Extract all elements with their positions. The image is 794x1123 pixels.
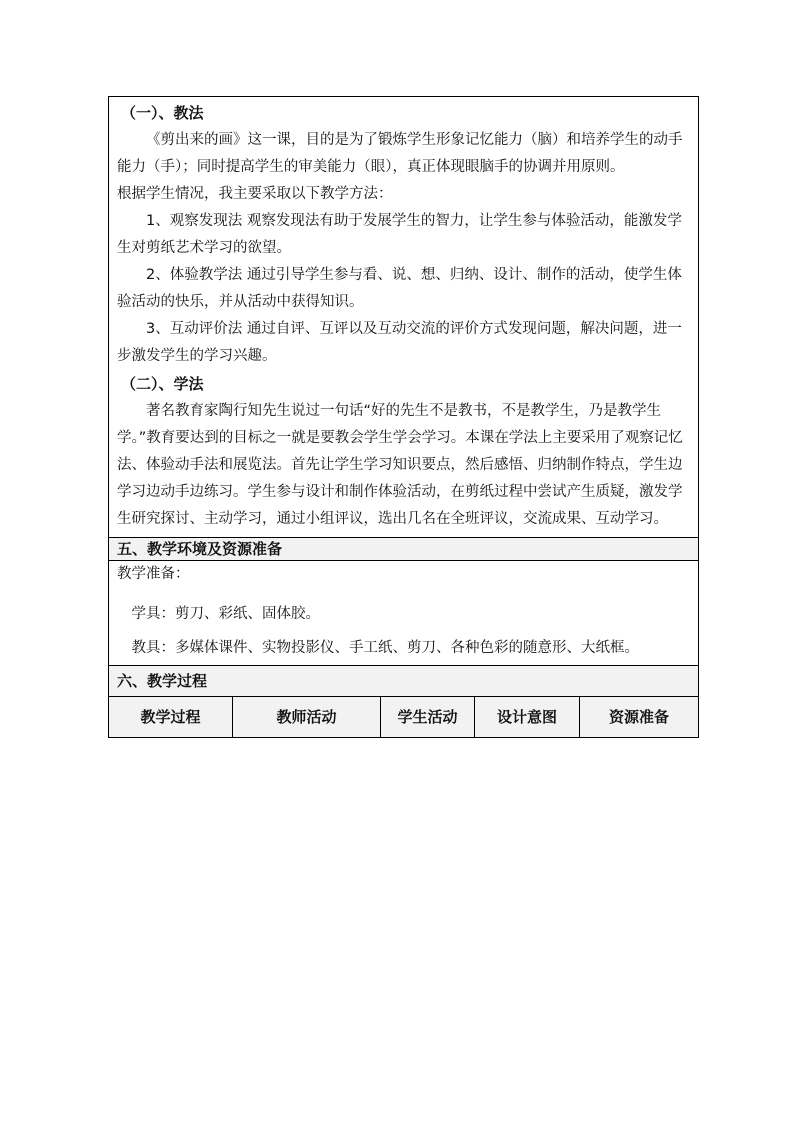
- section5-title-row: [109, 538, 698, 561]
- teaching-method-heading: （一）、教法: [121, 104, 204, 122]
- method-observation: 1、观察发现法 观察发现法有助于发展学生的智力，让学生参与体验活动，能激发学生对剪纸艺术学习的欲望。: [117, 213, 682, 256]
- column-header-student-activity: 学生活动: [381, 697, 475, 737]
- learning-method-body: 著名教育家陶行知先生说过一句话“好的先生不是教书，不是教学生，乃是教学生学。”教育要达到的目标之一就是要教会学生学会学习。本课在学法上主要采用了观察记忆法、体验动手法和展览法。首先让学生学习知识要点，然后感悟、归纳制作特点，学生边学习边动手边练习。学生参与设计和制作体验活动，在剪纸过程中尝试产生质疑，激发学生研究探讨、主动学习，通过小组评议，选出几名在全班评议，交流成果、互动学习。: [117, 403, 683, 527]
- section6-title-row: [109, 666, 698, 697]
- teaching-method-lead: 根据学生情况，我主要采取以下教学方法：: [117, 186, 393, 202]
- student-tools: 学具：剪刀、彩纸、固体胶。: [131, 606, 320, 622]
- methods-block: [109, 97, 698, 538]
- preparation-label: 教学准备：: [117, 566, 190, 582]
- section5-title: 五、教学环境及资源准备: [109, 538, 698, 560]
- method-interactive-evaluation: 3、互动评价法 通过自评、互评以及互动交流的评价方式发现问题，解决问题，进一步激发学生的学习兴趣。: [117, 321, 682, 364]
- teacher-tools: 教具：多媒体课件、实物投影仪、手工纸、剪刀、各种色彩的随意形、大纸框。: [131, 640, 639, 656]
- preparation-content: [109, 561, 698, 665]
- column-header-resources: 资源准备: [608, 708, 669, 726]
- column-header-teacher-activity: 教师活动: [233, 697, 381, 737]
- column-header-design-intent: 设计意图: [475, 697, 580, 737]
- section5-content-row: [109, 561, 698, 666]
- method-experience: 2、体验教学法 通过引导学生参与看、说、想、归纳、设计、制作的活动，使学生体验活动的快乐，并从活动中获得知识。: [117, 267, 682, 310]
- column-header-process: 教学过程: [109, 697, 233, 737]
- methods-content: [109, 97, 698, 537]
- process-table-header: [109, 697, 698, 737]
- process-header-row: [109, 697, 698, 737]
- section6-title: 六、教学过程: [109, 666, 698, 696]
- lesson-plan-table: [108, 96, 699, 738]
- teaching-method-intro: 《剪出来的画》这一课，目的是为了锻炼学生形象记忆能力（脑）和培养学生的动手能力（手）；同时提高学生的审美能力（眼），真正体现眼脑手的协调并用原则。: [117, 132, 683, 175]
- learning-method-heading: （二）、学法: [121, 375, 204, 393]
